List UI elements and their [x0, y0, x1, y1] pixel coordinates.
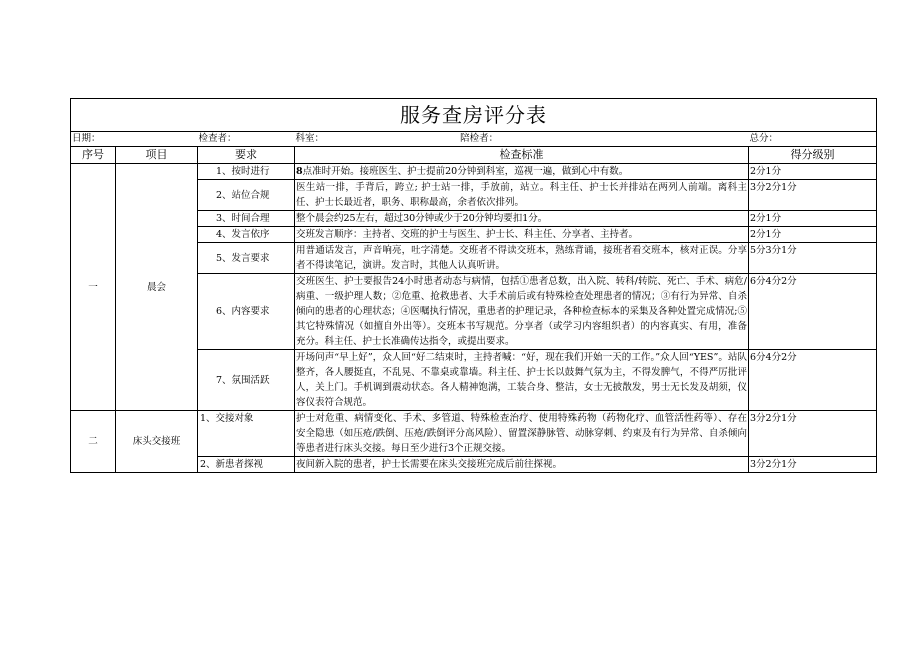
score-cell: 3分2分1分	[749, 411, 877, 457]
requirement-cell: 2、站位合规	[198, 180, 295, 211]
score-sheet	[70, 98, 876, 473]
score-cell: 2分1分	[749, 227, 877, 243]
header-row	[71, 147, 877, 164]
section-item: 床头交接班	[116, 411, 198, 473]
score-cell: 6分4分2分	[749, 350, 877, 411]
section-item: 晨会	[116, 164, 198, 411]
standard-cell: 夜间新入院的患者，护士长需要在床头交接班完成后前往探视。	[295, 457, 749, 473]
section-seq: 一	[71, 164, 116, 411]
total-label: 总分：	[749, 132, 877, 147]
requirement-cell: 7、氛围活跃	[198, 350, 295, 411]
inspector-label: 检查者：	[198, 132, 295, 147]
score-cell: 2分1分	[749, 211, 877, 227]
standard-cell: 交班医生、护士要报告24小时患者动态与病情，包括①患者总数，出入院、转科/转院、死亡、手术、病危/病重、一级护理人数；②危重、抢救患者、大手术前后或有特殊检查处理患者的情况；③有行为异常、自杀倾向的患者的心理状态；④医嘱执行情况，重患者的护理记录，各种检查标本的采集及各种处置完成情况;⑤其它特殊情况（如擅自外出等）。交班本书写规范。分享者（或学习内容组织者）的内容真实、有用，准备充分。科主任、护士长准确传达指令，或提出要求。	[295, 274, 749, 350]
requirement-cell: 1、按时进行	[198, 164, 295, 180]
info-row	[71, 132, 877, 147]
score-cell: 6分4分2分	[749, 274, 877, 350]
score-cell: 2分1分	[749, 164, 877, 180]
companion-label: 陪检者：	[460, 133, 499, 144]
requirement-cell: 6、内容要求	[198, 274, 295, 350]
header-seq: 序号	[71, 147, 116, 164]
page-title: 服务查房评分表	[71, 99, 877, 132]
standard-cell: 整个晨会约25左右，超过30分钟或少于20分钟均要扣1分。	[295, 211, 749, 227]
standard-cell: 交班发言顺序：主持者、交班的护士与医生、护士长、科主任、分享者、主持者。	[295, 227, 749, 243]
date-label: 日期：	[71, 132, 198, 147]
standard-cell: 开场问声“早上好”，众人回“好二结束时，主持者喊：“好，现在我们开始一天的工作。”众人回“YES”。站队整齐，各人腰挺直，不乱晃、不靠桌或靠墙。科主任、护士长以鼓舞气氛为主，不得发脾气，不得严厉批评人，关上门。手机调到震动状态。各人精神饱满，工装合身、整洁，女士无披散发，男士无长发及胡须，仪容仪表符合规范。	[295, 350, 749, 411]
requirement-cell: 5、发言要求	[198, 243, 295, 274]
standard-cell: 医生站一排，手背后，跨立; 护士站一排，手放前，站立。科主任、护士长并排站在两列人前端。离科主任、护士长最近者，职务、职称最高，余者依次排列。	[295, 180, 749, 211]
table-row	[71, 411, 877, 457]
score-cell: 3分2分1分	[749, 457, 877, 473]
standard-cell: 8点准时开始。接班医生、护士提前20分钟到科室，巡视一遍，做到心中有数。	[295, 164, 749, 180]
section-seq: 二	[71, 411, 116, 473]
requirement-cell: 2、新患者探视	[198, 457, 295, 473]
score-cell: 3分2分1分	[749, 180, 877, 211]
requirement-cell: 1、交接对象	[198, 411, 295, 457]
standard-text: 点准时开始。接班医生、护士提前20分钟到科室，巡视一遍，做到心中有数。	[302, 166, 629, 177]
requirement-cell: 4、发言依序	[198, 227, 295, 243]
standard-cell: 用普通话发言，声音响亮，吐字清楚。交班者不得读交班本，熟练背诵，接班者看交班本，核对正误。分享者不得读笔记，演讲。发言时，其他人认真听讲。	[295, 243, 749, 274]
header-requirement: 要求	[198, 147, 295, 164]
header-item: 项目	[116, 147, 198, 164]
table-row	[71, 164, 877, 180]
score-cell: 5分3分1分	[749, 243, 877, 274]
requirement-cell: 3、时间合理	[198, 211, 295, 227]
department-label: 科室：	[295, 133, 325, 144]
header-score: 得分级别	[749, 147, 877, 164]
standard-cell: 护士对危重、病情变化、手术、多管道、特殊检查治疗、使用特殊药物（药物化疗、血管活性药等）、存在安全隐患（如压疮/跌倒、压疮/跌倒评分高风险）、留置深静脉管、动脉穿刺、约束及有行为异常、自杀倾向等患者进行床头交接。每日至少进行3个正规交接。	[295, 411, 749, 457]
department-cell	[295, 132, 749, 147]
header-standard: 检查标准	[295, 147, 749, 164]
score-table	[70, 98, 877, 473]
